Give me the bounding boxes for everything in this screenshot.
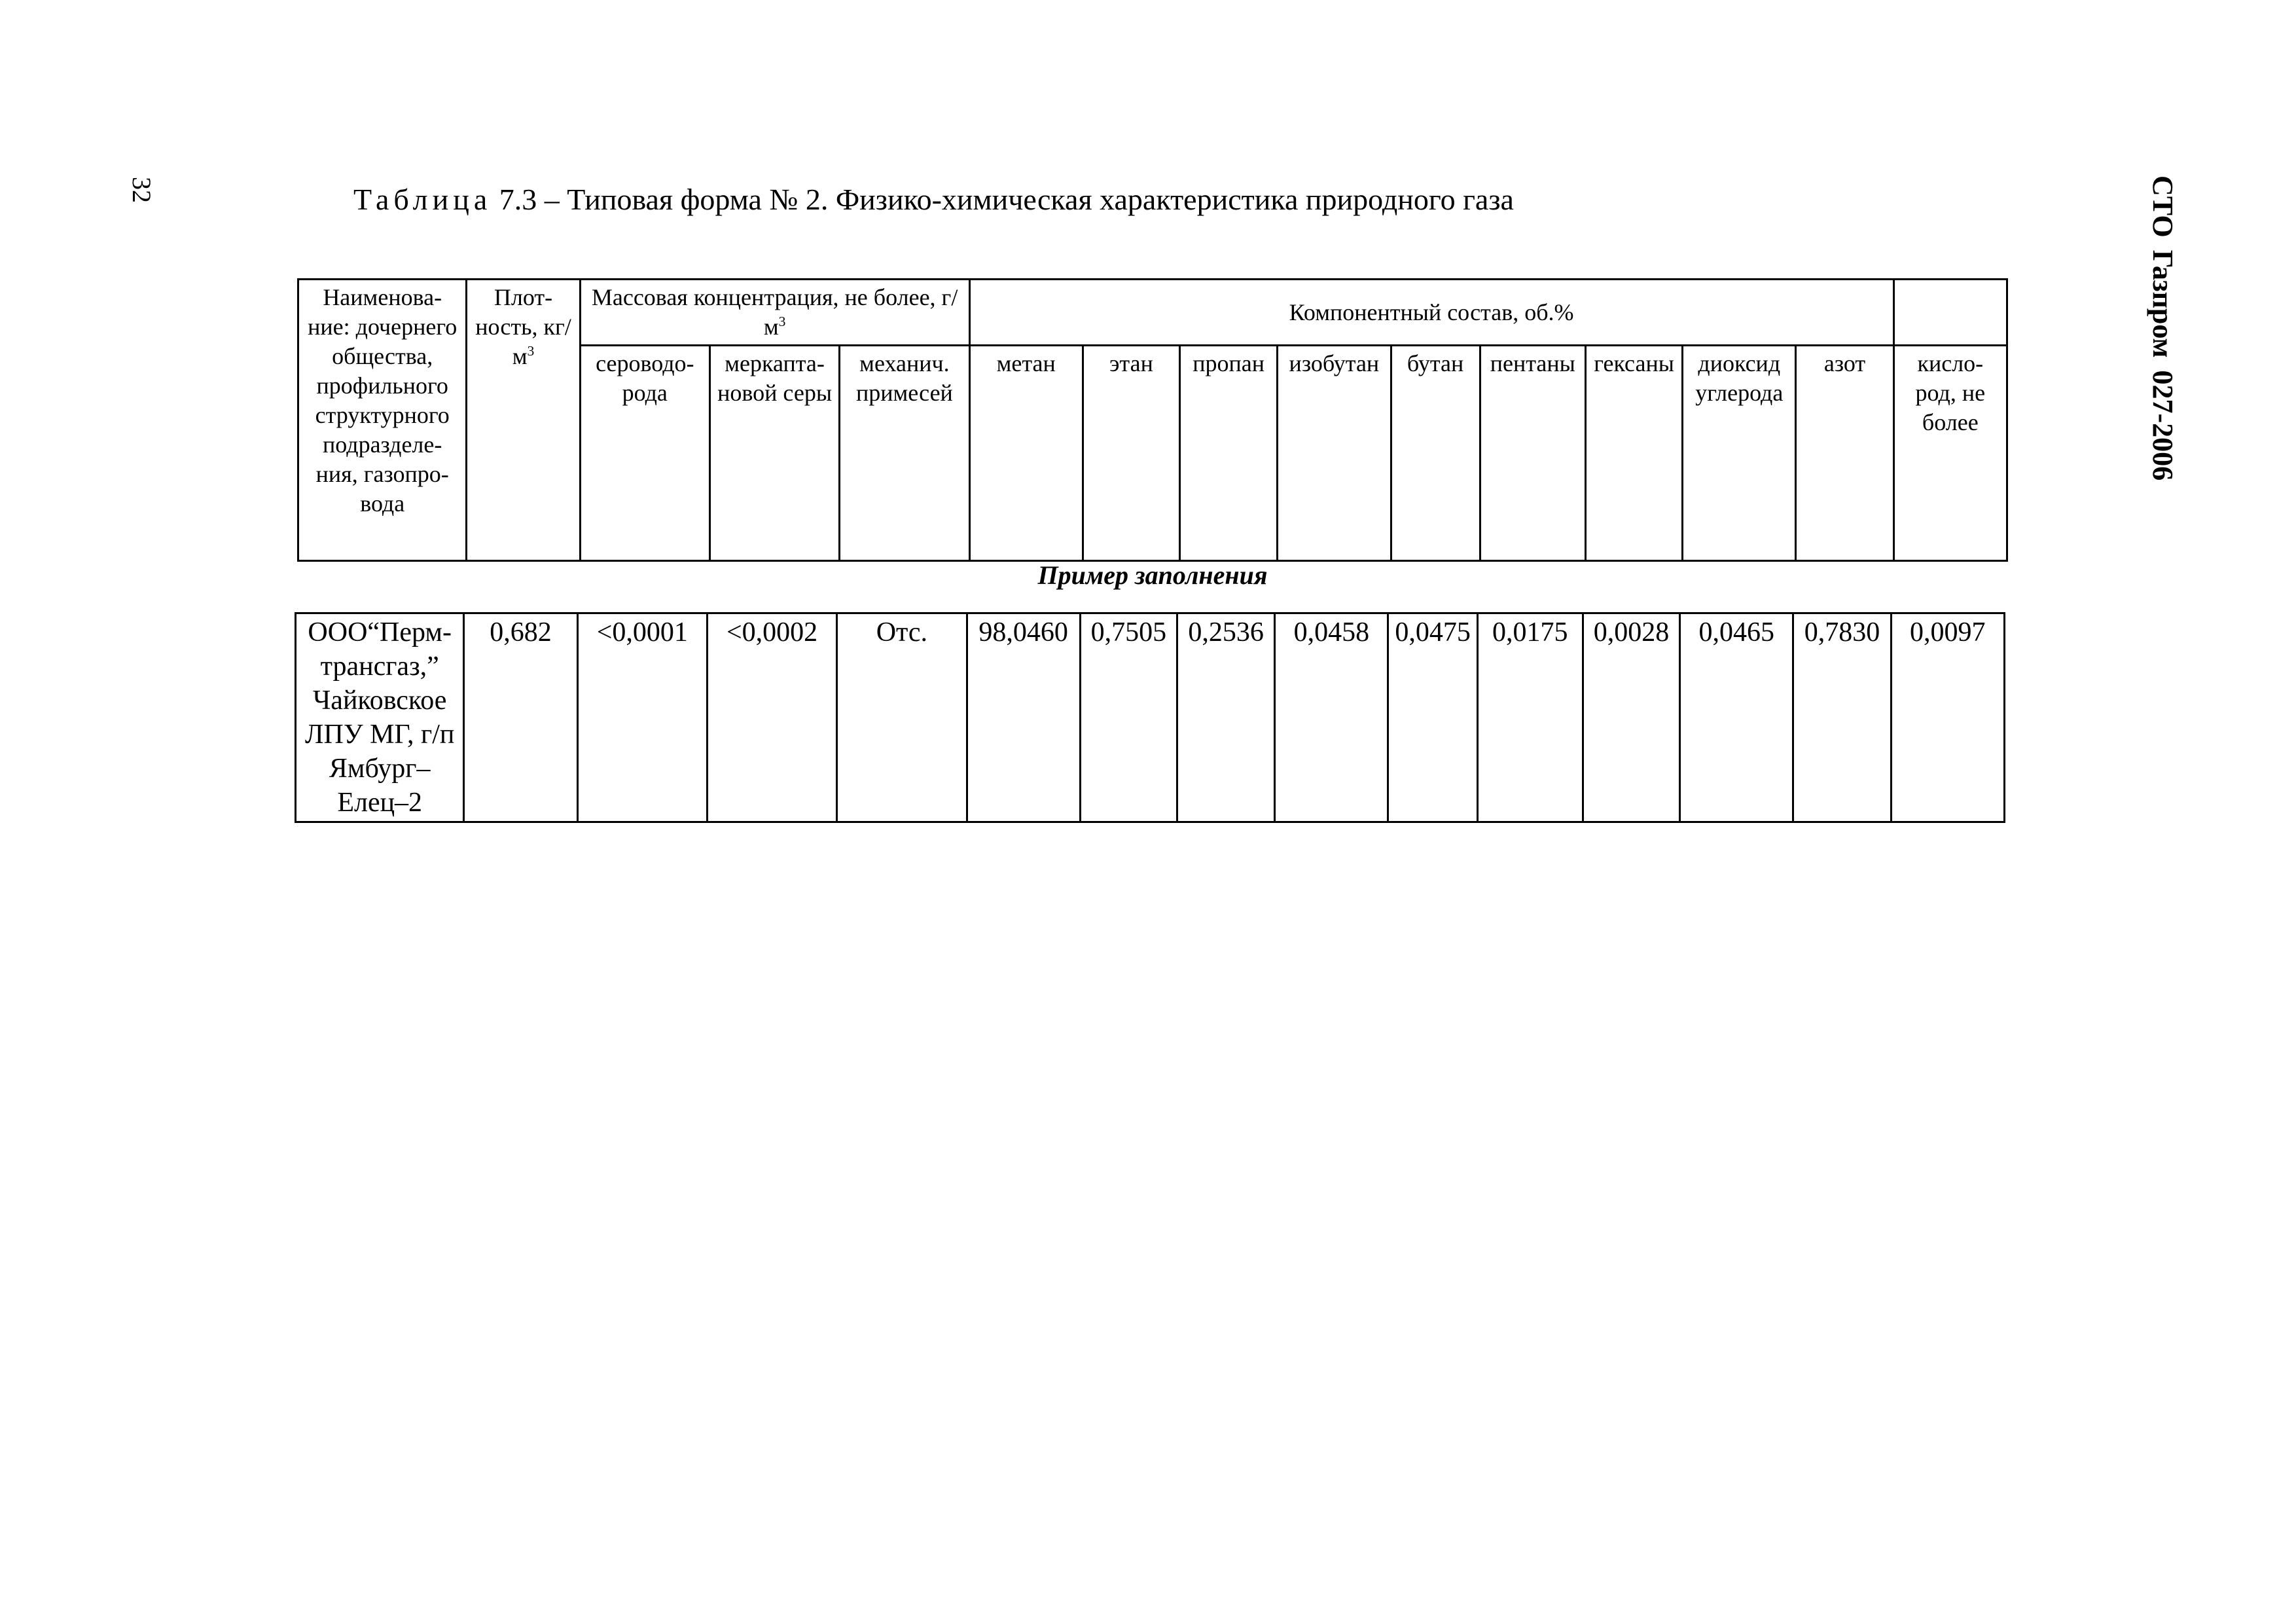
hexanes-column-header: гексаны bbox=[1585, 346, 1682, 561]
table-caption bbox=[353, 182, 1514, 217]
mercaptan-cell: <0,0002 bbox=[707, 613, 836, 822]
butane-cell: 0,0475 bbox=[1388, 613, 1477, 822]
table-row bbox=[296, 613, 2005, 822]
mass-superscript: 3 bbox=[778, 314, 786, 329]
butane-column-header: бутан bbox=[1391, 346, 1480, 561]
mass-concentration-header bbox=[580, 280, 969, 346]
propane-cell: 0,2536 bbox=[1177, 613, 1275, 822]
row-name-cell: ООО“Перм-трансгаз,” Чайковское ЛПУ МГ, г/п Ямбург–Елец–2 bbox=[296, 613, 464, 822]
propane-column-header: пропан bbox=[1180, 346, 1278, 561]
density-column-header bbox=[467, 280, 580, 561]
impurities-cell: Отс. bbox=[837, 613, 967, 822]
page-number: 32 bbox=[127, 177, 156, 203]
h2s-cell: <0,0001 bbox=[577, 613, 707, 822]
isobutane-cell: 0,0458 bbox=[1275, 613, 1388, 822]
empty-header-cell bbox=[1893, 280, 2007, 346]
impurities-column-header: механич. примесей bbox=[840, 346, 969, 561]
hexanes-cell: 0,0028 bbox=[1583, 613, 1679, 822]
nitrogen-cell: 0,7830 bbox=[1793, 613, 1891, 822]
example-heading: Пример заполнения bbox=[1037, 560, 1268, 590]
isobutane-column-header: изобутан bbox=[1278, 346, 1391, 561]
oxygen-cell: 0,0097 bbox=[1891, 613, 2004, 822]
name-column-header: Наименова-ние: дочернего общества, профильного структурного подразделе-ния, газопро-вода bbox=[298, 280, 467, 561]
h2s-column-header: сероводо-рода bbox=[580, 346, 709, 561]
document-code: СТО Газпром 027-2006 bbox=[2147, 175, 2179, 481]
nitrogen-column-header: азот bbox=[1796, 346, 1893, 561]
density-label: Плот-ность, кг/м bbox=[475, 284, 571, 369]
header-table bbox=[297, 278, 2008, 562]
pentanes-column-header: пентаны bbox=[1480, 346, 1585, 561]
density-cell: 0,682 bbox=[464, 613, 577, 822]
caption-label: Таблица bbox=[353, 183, 492, 216]
methane-column-header: метан bbox=[969, 346, 1083, 561]
component-composition-header: Компонентный состав, об.% bbox=[969, 280, 1893, 346]
ethane-cell: 0,7505 bbox=[1080, 613, 1177, 822]
co2-column-header: диоксид углерода bbox=[1683, 346, 1796, 561]
caption-text: 7.3 – Типовая форма № 2. Физико-химическая характеристика природного газа bbox=[499, 183, 1514, 216]
example-table bbox=[295, 612, 2005, 823]
density-superscript: 3 bbox=[527, 343, 535, 359]
methane-cell: 98,0460 bbox=[967, 613, 1080, 822]
pentanes-cell: 0,0175 bbox=[1477, 613, 1583, 822]
ethane-column-header: этан bbox=[1083, 346, 1179, 561]
mercaptan-column-header: меркапта-новой серы bbox=[709, 346, 839, 561]
co2-cell: 0,0465 bbox=[1680, 613, 1793, 822]
oxygen-column-header: кисло-род, не более bbox=[1893, 346, 2007, 561]
mass-concentration-label: Массовая концентрация, не более, г/м bbox=[591, 284, 958, 340]
